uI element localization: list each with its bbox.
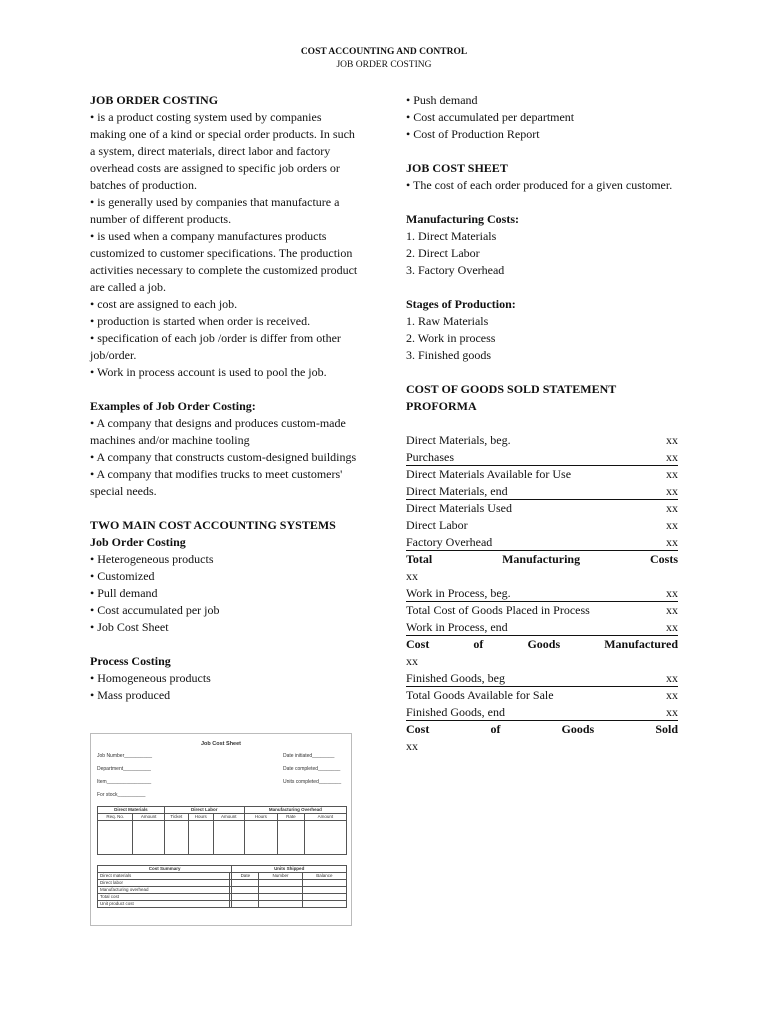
cogs-row-label: Direct Materials, end	[406, 484, 508, 498]
form-date-completed: Date completed________	[283, 766, 341, 772]
cogm-row	[406, 636, 678, 653]
cogs-statement-row	[406, 432, 678, 449]
form-costs-table	[97, 806, 347, 855]
list-item: 1. Raw Materials	[406, 314, 489, 328]
cogs-row-amount: xx	[666, 671, 678, 685]
form-col: Balance	[302, 873, 346, 880]
process-subheading: Process Costing	[90, 654, 171, 668]
cogs-heading: COST OF GOODS SOLD STATEMENT PROFORMA	[406, 382, 617, 413]
cogs-row-amount: xx	[666, 586, 678, 600]
form-dm-header: Direct Materials	[98, 807, 165, 814]
form-col: Hours	[244, 814, 277, 821]
form-cs-row: Manufacturing overhead	[98, 887, 230, 894]
cogs-row-amount: xx	[666, 620, 678, 634]
form-col: Amount	[304, 814, 346, 821]
total-mfg-word: Costs	[649, 552, 678, 566]
cogs-word: Sold	[655, 722, 678, 736]
form-col: Hours	[188, 814, 213, 821]
form-date-initiated: Date initiated________	[283, 753, 335, 759]
list-item: • Homogeneous products	[90, 671, 211, 685]
joc-paragraph: • is used when a company manufactures products customized to customer specifications. The production activities necessary to complete the customized product are called a job.	[90, 229, 358, 294]
cogs-statement-row	[406, 466, 678, 483]
cogs-word: Cost	[406, 722, 430, 736]
cogm-amount: xx	[406, 654, 418, 668]
cogm-word: Goods	[527, 637, 561, 651]
form-dl-header: Direct Labor	[164, 807, 244, 814]
form-col: Amount	[213, 814, 244, 821]
total-mfg-costs-row	[406, 551, 678, 568]
list-item: • Push demand	[406, 93, 478, 107]
list-item: • Customized	[90, 569, 155, 583]
form-job-number: Job Number__________	[97, 753, 153, 759]
form-title: Job Cost Sheet	[200, 741, 242, 747]
joc-paragraph: • production is started when order is received.	[90, 314, 311, 328]
cogs-statement-row	[406, 602, 678, 619]
joc-paragraph: • is a product costing system used by companies making one of a kind or special order products. In such a system, direct materials, direct labor and factory overhead costs are assigned to specific job orders or batches of production.	[90, 110, 355, 192]
cogs-rows-group-2	[406, 585, 678, 636]
total-mfg-amount: xx	[406, 569, 418, 583]
example-item: • A company that modifies trucks to meet customers' special needs.	[90, 467, 343, 498]
cogs-statement-row	[406, 483, 678, 500]
form-cs-row: Unit product cost	[98, 901, 230, 908]
joc-paragraph: • cost are assigned to each job.	[90, 297, 238, 311]
cogs-word: Goods	[561, 722, 595, 736]
form-summary-table	[97, 865, 347, 908]
list-item: 1. Direct Materials	[406, 229, 497, 243]
cogs-row-label: Direct Materials Available for Use	[406, 467, 572, 481]
form-item: Item________________	[97, 779, 152, 785]
cogs-row-label: Direct Materials, beg.	[406, 433, 511, 447]
examples-heading: Examples of Job Order Costing:	[90, 399, 256, 413]
cogs-statement-row	[406, 534, 678, 551]
cogs-row-amount: xx	[666, 518, 678, 532]
form-col: Ticket	[164, 814, 188, 821]
cogs-row-amount: xx	[666, 705, 678, 719]
list-item: 2. Direct Labor	[406, 246, 480, 260]
jcs-text: • The cost of each order produced for a given customer.	[406, 178, 673, 192]
list-item: • Mass produced	[90, 688, 171, 702]
joc-heading: JOB ORDER COSTING	[90, 93, 219, 107]
cogs-row-amount: xx	[666, 467, 678, 481]
list-item: • Cost of Production Report	[406, 127, 540, 141]
form-department: Department__________	[97, 766, 151, 772]
form-col: Number	[259, 873, 303, 880]
cogs-statement-row	[406, 500, 678, 517]
mfg-heading: Manufacturing Costs:	[406, 212, 519, 226]
doc-title: COST ACCOUNTING AND CONTROL	[300, 47, 468, 57]
total-mfg-word: Manufacturing	[502, 552, 581, 566]
cogs-row-amount: xx	[666, 501, 678, 515]
total-mfg-word: Total	[406, 552, 433, 566]
form-cost-summary-header: Cost Summary	[98, 866, 232, 873]
form-cs-row: Direct materials	[98, 873, 230, 880]
stages-heading: Stages of Production:	[406, 297, 516, 311]
joc-paragraph: • specification of each job /order is differ from other job/order.	[90, 331, 341, 362]
right-column	[406, 92, 678, 755]
cogs-statement-row	[406, 619, 678, 636]
document-header	[0, 46, 768, 72]
form-col: Amount	[133, 814, 164, 821]
jcs-heading: JOB COST SHEET	[406, 161, 508, 175]
form-units-completed: Units completed________	[283, 779, 342, 785]
cogs-statement-row	[406, 670, 678, 687]
systems-heading: TWO MAIN COST ACCOUNTING SYSTEMS	[90, 518, 336, 532]
cogs-rows-group-1	[406, 432, 678, 551]
cogs-row-label: Work in Process, beg.	[406, 586, 511, 600]
cogs-row-label: Direct Materials Used	[406, 501, 512, 515]
form-col: Rate	[277, 814, 304, 821]
cogs-row-amount: xx	[666, 433, 678, 447]
job-cost-sheet-image	[90, 733, 352, 926]
cogs-row-label: Total Goods Available for Sale	[406, 688, 554, 702]
cogs-row-amount: xx	[666, 688, 678, 702]
form-cs-row: Total cost	[98, 894, 230, 901]
form-cs-row: Direct labor	[98, 880, 230, 887]
joc-paragraph: • is generally used by companies that manufacture a number of different products.	[90, 195, 340, 226]
cogs-total-amount: xx	[406, 739, 418, 753]
left-column	[90, 92, 358, 704]
form-for-stock: For stock__________	[97, 792, 146, 798]
form-col: Date	[232, 873, 259, 880]
joc-paragraph: • Work in process account is used to pool the job.	[90, 365, 327, 379]
cogs-statement-row	[406, 517, 678, 534]
cogs-rows-group-3	[406, 670, 678, 721]
cogs-row-amount: xx	[666, 450, 678, 464]
cogs-row-amount: xx	[666, 484, 678, 498]
cogs-row-amount: xx	[666, 535, 678, 549]
list-item: 2. Work in process	[406, 331, 496, 345]
doc-subtitle: JOB ORDER COSTING	[336, 60, 432, 70]
cogs-row-label: Finished Goods, beg	[406, 671, 505, 685]
job-order-subheading: Job Order Costing	[90, 535, 186, 549]
cogs-row-label: Purchases	[406, 450, 454, 464]
cogs-word: of	[490, 722, 501, 736]
example-item: • A company that designs and produces custom-made machines and/or machine tooling	[90, 416, 346, 447]
list-item: • Job Cost Sheet	[90, 620, 169, 634]
cogs-row-label: Direct Labor	[406, 518, 468, 532]
cogs-row-label: Finished Goods, end	[406, 705, 505, 719]
list-item: 3. Factory Overhead	[406, 263, 505, 277]
cogs-row-label: Work in Process, end	[406, 620, 508, 634]
form-units-shipped-header: Units Shipped	[232, 866, 347, 873]
list-item: • Cost accumulated per job	[90, 603, 220, 617]
list-item: • Cost accumulated per department	[406, 110, 575, 124]
cogs-statement-row	[406, 687, 678, 704]
cogs-statement-row	[406, 704, 678, 721]
list-item: • Pull demand	[90, 586, 158, 600]
cogs-row-label: Total Cost of Goods Placed in Process	[406, 603, 590, 617]
cogs-row-label: Factory Overhead	[406, 535, 493, 549]
cogs-row-amount: xx	[666, 603, 678, 617]
example-item: • A company that constructs custom-designed buildings	[90, 450, 357, 464]
form-col: Req. No.	[98, 814, 133, 821]
cogm-word: Cost	[406, 637, 430, 651]
list-item: 3. Finished goods	[406, 348, 492, 362]
form-moh-header: Manufacturing Overhead	[244, 807, 346, 814]
list-item: • Heterogeneous products	[90, 552, 214, 566]
cogm-word: of	[473, 637, 484, 651]
cogs-total-row	[406, 721, 678, 738]
cogs-statement-row	[406, 449, 678, 466]
cogm-word: Manufactured	[604, 637, 678, 651]
cogs-statement-row	[406, 585, 678, 602]
